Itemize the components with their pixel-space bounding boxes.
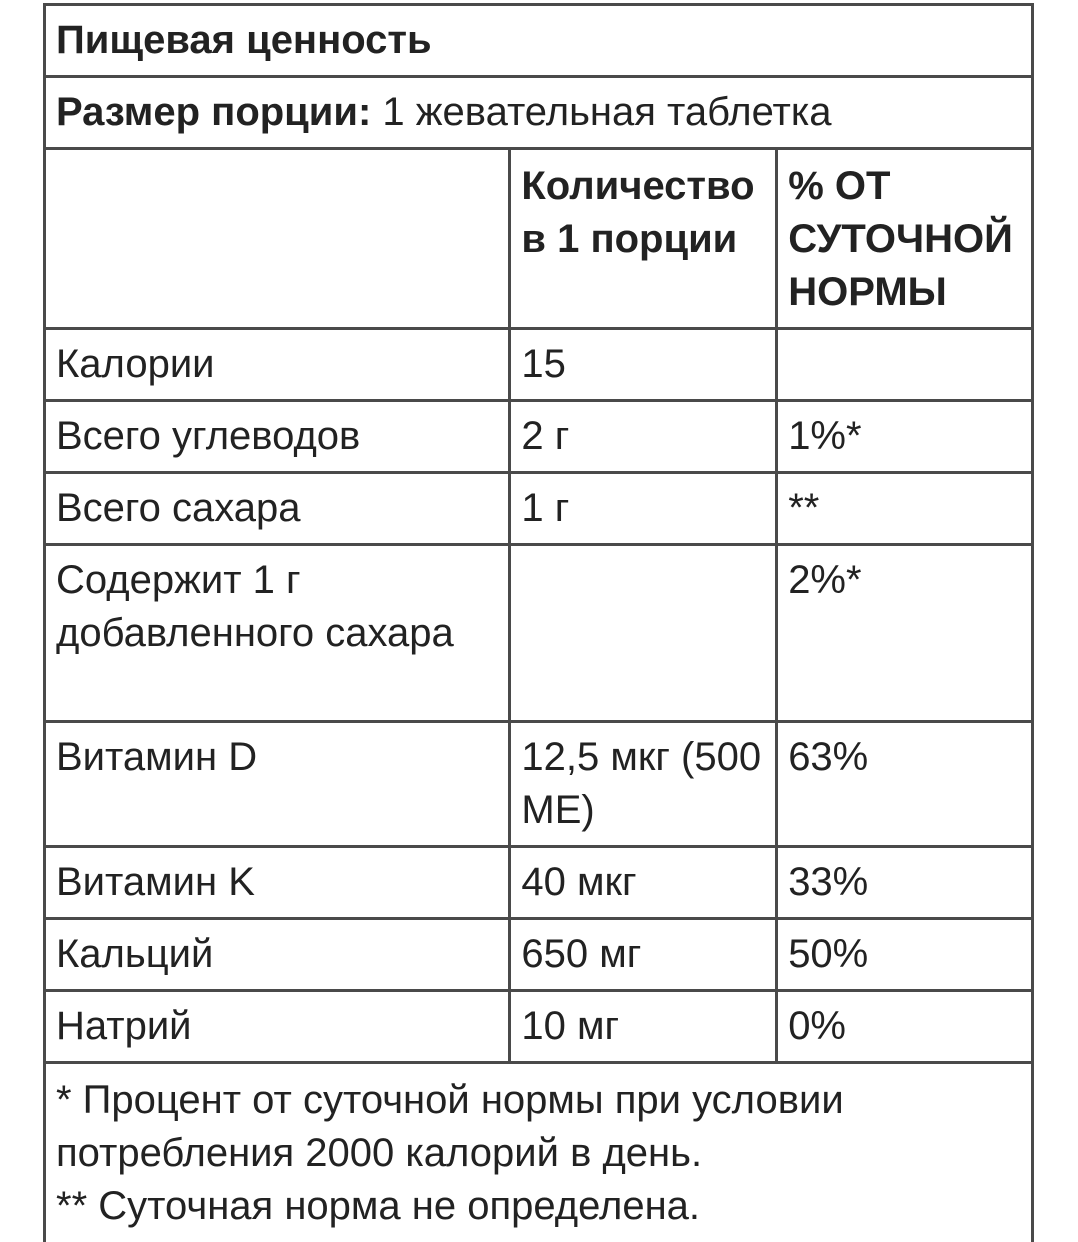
nutrient-daily-value: 33% bbox=[777, 847, 1033, 919]
nutrient-amount: 1 г bbox=[510, 473, 777, 545]
table-row bbox=[45, 919, 1033, 991]
table-row bbox=[45, 722, 1033, 847]
nutrient-amount: 40 мкг bbox=[510, 847, 777, 919]
table-row bbox=[45, 847, 1033, 919]
footnote-not-established: ** Суточная норма не определена. bbox=[56, 1180, 1021, 1233]
nutrient-name: Витамин K bbox=[45, 847, 510, 919]
serving-size-cell bbox=[45, 77, 1033, 149]
nutrient-daily-value bbox=[777, 329, 1033, 401]
nutrient-amount: 650 мг bbox=[510, 919, 777, 991]
nutrient-name: Всего сахара bbox=[45, 473, 510, 545]
nutrient-daily-value: 50% bbox=[777, 919, 1033, 991]
table-row bbox=[45, 401, 1033, 473]
table-title: Пищевая ценность bbox=[45, 5, 1033, 77]
nutrition-facts-table bbox=[43, 3, 1034, 1242]
nutrient-daily-value: 63% bbox=[777, 722, 1033, 847]
column-header-row bbox=[45, 149, 1033, 329]
footnote-daily-value: * Процент от суточной нормы при условии потребления 2000 калорий в день. bbox=[56, 1074, 1021, 1180]
table-row bbox=[45, 329, 1033, 401]
header-nutrient bbox=[45, 149, 510, 329]
table-row bbox=[45, 991, 1033, 1063]
nutrient-daily-value: 2%* bbox=[777, 545, 1033, 722]
nutrient-amount: 15 bbox=[510, 329, 777, 401]
nutrient-name: Калории bbox=[45, 329, 510, 401]
title-row bbox=[45, 5, 1033, 77]
nutrient-daily-value: 1%* bbox=[777, 401, 1033, 473]
nutrient-name: Содержит 1 г добавленного сахара bbox=[45, 545, 510, 722]
nutrient-name: Витамин D bbox=[45, 722, 510, 847]
nutrient-amount bbox=[510, 545, 777, 722]
header-daily-value: % ОТ СУТОЧНОЙ НОРМЫ bbox=[777, 149, 1033, 329]
footnotes-cell bbox=[45, 1063, 1033, 1242]
nutrient-daily-value: ** bbox=[777, 473, 1033, 545]
nutrient-amount: 12,5 мкг (500 МЕ) bbox=[510, 722, 777, 847]
nutrient-name: Всего углеводов bbox=[45, 401, 510, 473]
nutrient-amount: 10 мг bbox=[510, 991, 777, 1063]
header-amount: Количество в 1 порции bbox=[510, 149, 777, 329]
nutrient-name: Натрий bbox=[45, 991, 510, 1063]
table-row bbox=[45, 473, 1033, 545]
nutrient-daily-value: 0% bbox=[777, 991, 1033, 1063]
table-row bbox=[45, 545, 1033, 722]
nutrient-amount: 2 г bbox=[510, 401, 777, 473]
nutrient-name: Кальций bbox=[45, 919, 510, 991]
serving-size-label: Размер порции: bbox=[56, 90, 371, 134]
serving-size-row bbox=[45, 77, 1033, 149]
serving-size-value: 1 жевательная таблетка bbox=[382, 90, 831, 134]
footnote-row bbox=[45, 1063, 1033, 1242]
